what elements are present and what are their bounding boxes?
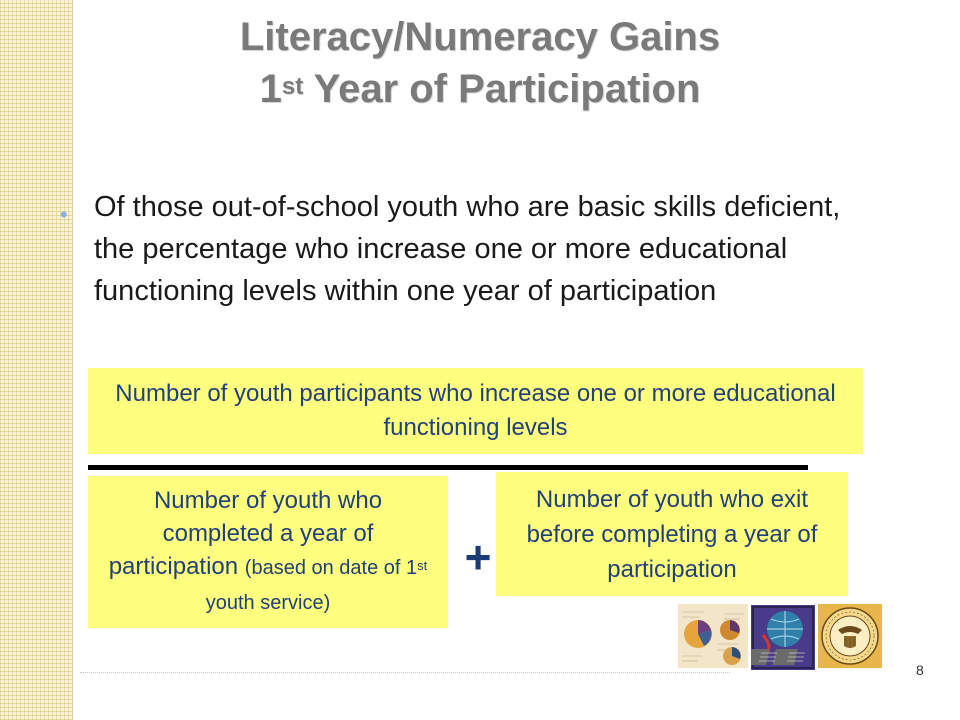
pie-chart-clipart-icon	[678, 604, 748, 668]
slide-title-line1: Literacy/Numeracy Gains	[239, 15, 721, 59]
decorative-left-strip	[0, 0, 72, 720]
bullet-text: Of those out-of-school youth who are basic skills deficient, the percentage who increase one or more educational functioning levels within one year of participation	[94, 191, 841, 307]
slide-title-line2	[80, 66, 880, 112]
department-seal-icon	[818, 604, 882, 668]
fraction-line	[88, 465, 808, 470]
denominator-left-main: Number of youth who completed a year of participation	[108, 487, 383, 580]
note-prefix: (based on date of 1	[244, 557, 418, 579]
numerator-box	[88, 368, 863, 454]
page-number: 8	[916, 662, 924, 678]
bullet-dot-icon: •	[60, 202, 68, 227]
denominator-left-note	[206, 557, 428, 614]
left-strip-border	[72, 0, 73, 720]
note-ordinal-suffix: st	[417, 558, 428, 573]
title-ordinal: 1	[259, 67, 282, 111]
denominator-left-box	[88, 476, 448, 628]
denominator-left-content	[96, 484, 440, 620]
title-line2-text: Year of Participation	[303, 67, 701, 111]
globe-computer-clipart-icon	[751, 605, 815, 670]
numerator-text: Number of youth participants who increase one or more educational functioning levels	[115, 380, 836, 441]
footer-dotted-rule	[80, 672, 730, 673]
note-suffix: youth service)	[205, 592, 331, 614]
denominator-right-box	[496, 472, 848, 596]
title-ordinal-suffix: st	[281, 73, 304, 100]
denominator-right-text: Number of youth who exit before completing a year of participation	[526, 485, 818, 583]
plus-sign: +	[464, 531, 492, 583]
